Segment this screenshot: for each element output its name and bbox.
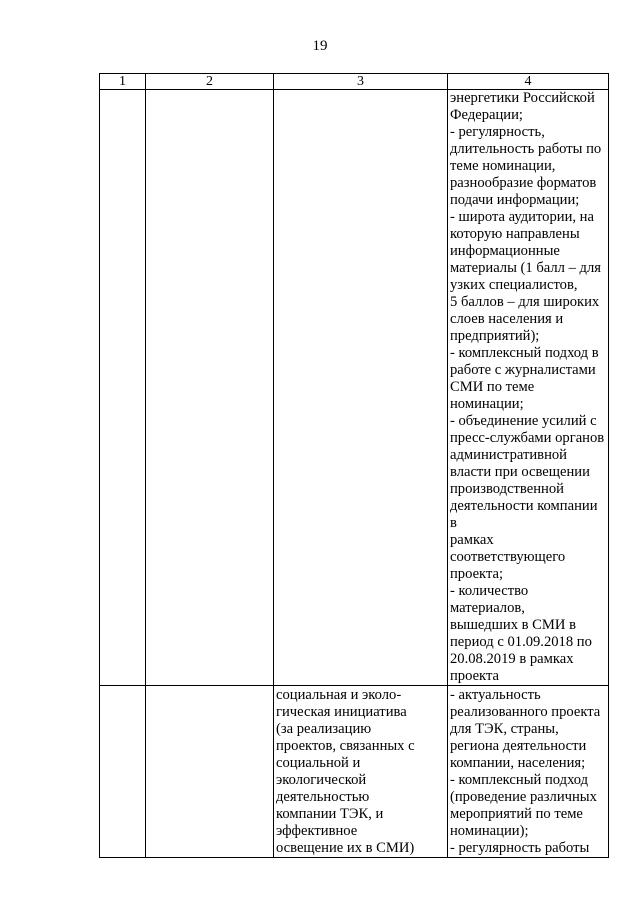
column-header-3: 3 xyxy=(274,74,448,90)
table-cell-number xyxy=(100,686,146,858)
table-cell-criteria xyxy=(448,90,609,686)
table-header-row xyxy=(100,74,609,90)
table-cell-nomination xyxy=(274,686,448,858)
table-row xyxy=(100,90,609,686)
column-header-1: 1 xyxy=(100,74,146,90)
table-cell-organization xyxy=(146,686,274,858)
table-cell-number xyxy=(100,90,146,686)
page-number: 19 xyxy=(312,38,328,54)
table-cell-organization xyxy=(146,90,274,686)
nomination-text: социальная и эколо- гическая инициатива (за реализацию проектов, связанных с социальной и экологической деятельностью компании ТЭК, и эффективное освещение их в СМИ) xyxy=(276,687,415,856)
table-cell-nomination xyxy=(274,90,448,686)
table-row xyxy=(100,686,609,858)
table-cell-criteria xyxy=(448,686,609,858)
nomination-criteria-table xyxy=(99,73,609,858)
criteria-text: - актуальность реализованного проекта для ТЭК, страны, региона деятельности компании, населения; - комплексный подход (проведение различных мероприятий по теме номинации); - регулярность работы xyxy=(450,687,601,856)
column-header-4: 4 xyxy=(448,74,609,90)
criteria-text: энергетики Российской Федерации; - регулярность, длительность работы по теме номинации, разнообразие форматов подачи информации; - широта аудитории, на которую направлены информационные материалы (1 балл – для узких специалистов, 5 баллов – для широких слоев населения и предприятий); - комплексный подход в работе с журналистами СМИ по теме номинации; - объединение усилий с пресс-службами органов административной власти при освещении производственной деятельности компании в рамках соответствующего проекта; - количество материалов, вышедших в СМИ в период с 01.09.2018 по 20.08.2019 в рамках проекта xyxy=(450,90,605,684)
column-header-2: 2 xyxy=(146,74,274,90)
